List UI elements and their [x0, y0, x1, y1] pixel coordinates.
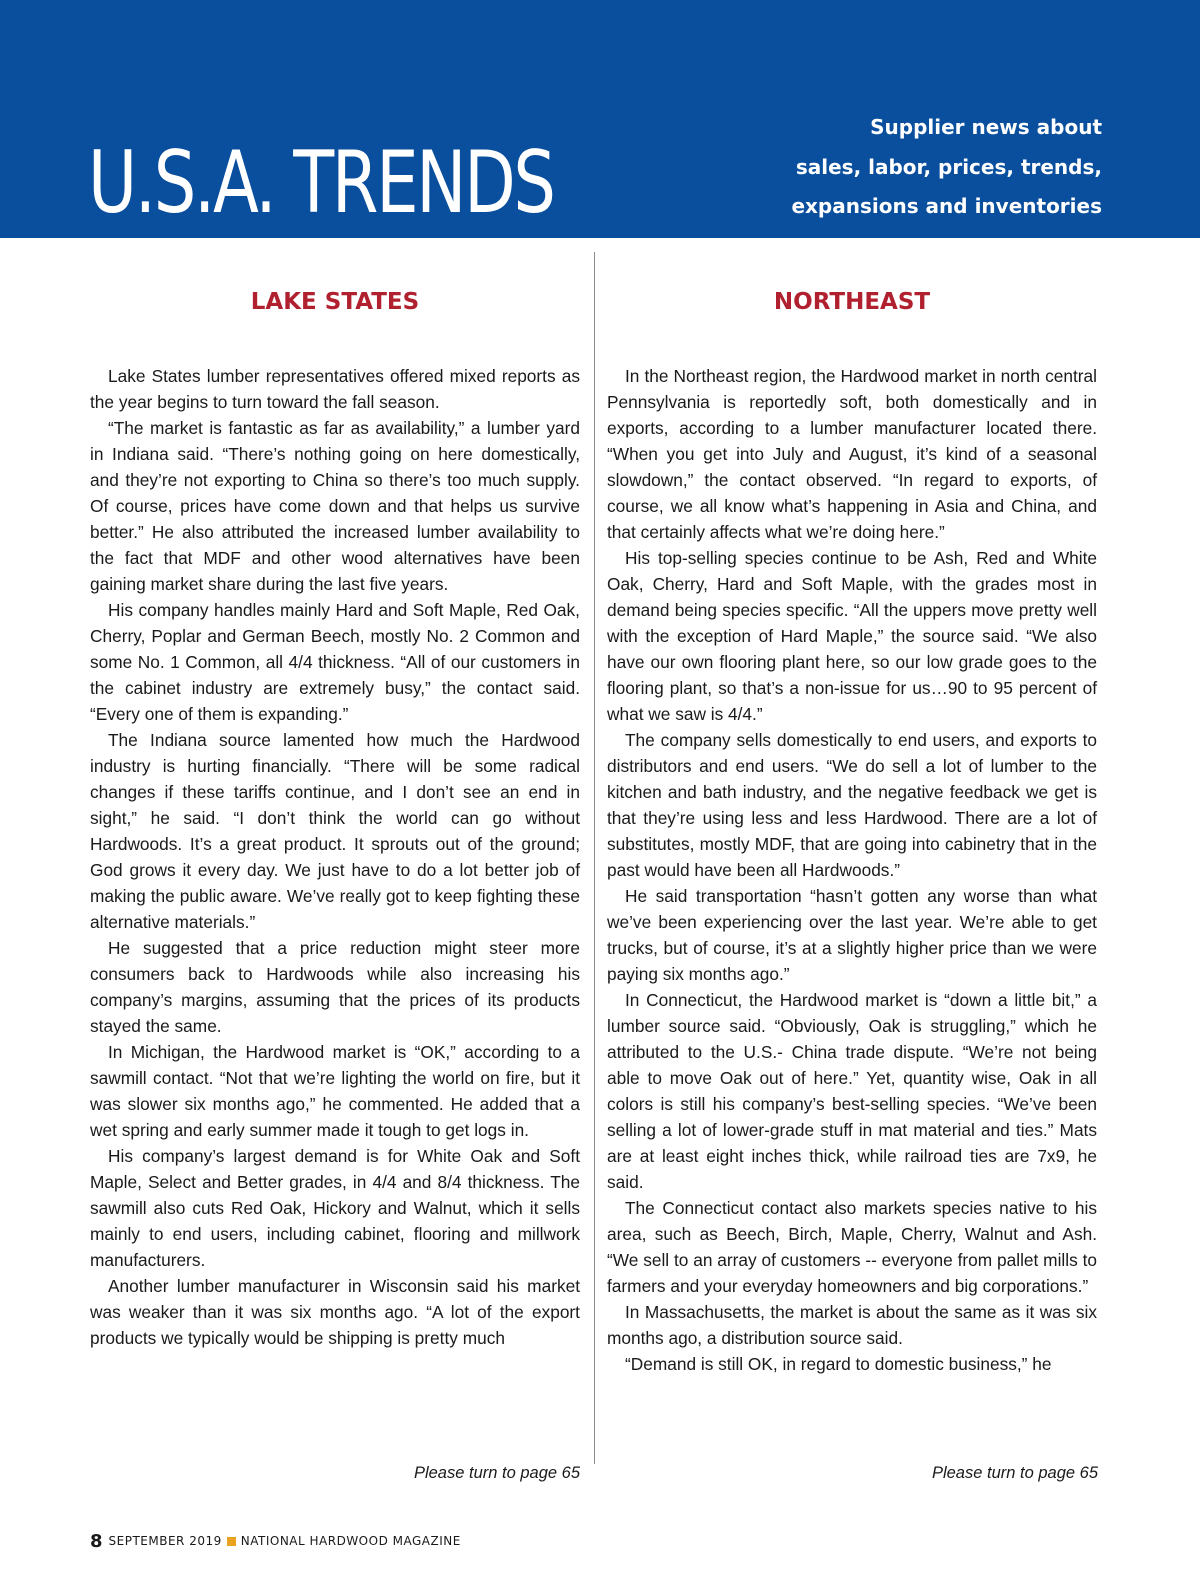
continued-note-lake-states: Please turn to page 65: [413, 1464, 580, 1482]
northeast-column: [607, 288, 1097, 1374]
section-heading-northeast: NORTHEAST: [773, 289, 931, 315]
lake-states-column: [90, 288, 580, 1348]
header-tagline: [682, 108, 1102, 227]
page-number: 8: [90, 1530, 103, 1552]
page-footer: [90, 1530, 461, 1552]
paragraph: In Connecticut, the Hardwood market is “down a little bit,” a lumber source said. “Obviously, Oak is struggling,” which he attributed to the U.S.- China trade dispute. “We’re not being able to move Oak out of here.” Yet, quantity wise, Oak in all colors is still his company’s best-selling species. “We’ve been selling a lot of lower-grade stuff in mat material and ties.” Mats are at least eight inches thick, while railroad ties are 7x9, he said.: [607, 990, 1097, 1192]
issue-date: SEPTEMBER 2019: [108, 1534, 222, 1548]
paragraph: His company handles mainly Hard and Soft Maple, Red Oak, Cherry, Poplar and German Beech, mostly No. 2 Common and some No. 1 Common, all 4/4 thickness. “All of our customers in the cabinet industry are extremely busy,” the contact said. “Every one of them is expanding.”: [90, 600, 580, 724]
paragraph: Another lumber manufacturer in Wisconsin said his market was weaker than it was six months ago. “A lot of the export products we typically would be shipping is pretty much: [90, 1276, 580, 1348]
paragraph: In the Northeast region, the Hardwood market in north central Pennsylvania is reportedly soft, both domestically and in exports, according to a lumber manufacturer located there. “When you get into July and August, it’s kind of a seasonal slowdown,” the contact observed. “In regard to exports, of course, we all know what’s happening in Asia and China, and that certainly affects what we’re doing here.”: [607, 366, 1097, 542]
paragraph: “Demand is still OK, in regard to domestic business,” he: [625, 1354, 1052, 1374]
magazine-name: NATIONAL HARDWOOD MAGAZINE: [240, 1534, 461, 1548]
paragraph: He said transportation “hasn’t gotten any worse than what we’ve been experiencing over the last year. We’re able to get trucks, but of course, it’s at a slightly higher price than we were paying six months ago.”: [607, 886, 1097, 984]
continued-note-northeast: Please turn to page 65: [931, 1464, 1098, 1482]
article-body: [607, 363, 1097, 1377]
paragraph: The company sells domestically to end users, and exports to distributors and end users. “We do sell a lot of lumber to the kitchen and bath industry, and the negative feedback we get is that they’re using less and less Hardwood. There are a lot of substitutes, mostly MDF, that are going into cabinetry that in the past would have been all Hardwoods.”: [607, 730, 1097, 880]
paragraph: The Indiana source lamented how much the Hardwood industry is hurting financially. “There will be some radical changes if these tariffs continue, and I don’t see an end in sight,” he said. “I don’t think the world can go without Hardwoods. It’s a great product. It sprouts out of the ground; God grows it every day. We just have to do a lot better job of making the public aware. We’ve really got to keep fighting these alternative materials.”: [90, 730, 580, 932]
paragraph: In Michigan, the Hardwood market is “OK,” according to a sawmill contact. “Not that we’re lighting the world on fire, but it was slower six months ago,” he commented. He added that a wet spring and early summer made it tough to get logs in.: [90, 1042, 580, 1140]
article-body: [90, 363, 580, 1351]
paragraph: His top-selling species continue to be Ash, Red and White Oak, Cherry, Hard and Soft Maple, with the grades most in demand being species specific. “All the uppers move pretty well with the exception of Hard Maple,” the source said. “We also have our own flooring plant here, so our low grade goes to the flooring plant, so that’s a non-issue for us…90 to 95 percent of what we saw is 4/4.”: [607, 548, 1097, 724]
tagline-line: expansions and inventories: [791, 194, 1102, 218]
paragraph: His company’s largest demand is for White Oak and Soft Maple, Select and Better grades, in 4/4 and 8/4 thickness. The sawmill also cuts Red Oak, Hickory and Walnut, which it sells mainly to end users, including cabinet, flooring and millwork manufacturers.: [90, 1146, 580, 1270]
paragraph: He suggested that a price reduction might steer more consumers back to Hardwoods while also increasing his company’s margins, assuming that the prices of its products stayed the same.: [90, 938, 580, 1036]
paragraph: The Connecticut contact also markets species native to his area, such as Beech, Birch, Maple, Cherry, Walnut and Ash. “We sell to an array of customers -- everyone from pallet mills to farmers and your everyday homeowners and big corporations.”: [607, 1198, 1097, 1296]
column-divider: [594, 252, 595, 1464]
header-banner: [0, 0, 1200, 238]
paragraph: “The market is fantastic as far as availability,” a lumber yard in Indiana said. “There’s nothing going on here domestically, and they’re not exporting to China so there’s too much supply. Of course, prices have come down and that helps us survive better.” He also attributed the increased lumber availability to the fact that MDF and other wood alternatives have been gaining market share during the last five years.: [90, 418, 580, 594]
paragraph: Lake States lumber representatives offered mixed reports as the year begins to turn toward the fall season.: [90, 366, 580, 412]
page-title: U.S.A. TRENDS: [88, 133, 554, 233]
section-heading-lake-states: LAKE STATES: [250, 289, 420, 315]
square-bullet-icon: [227, 1537, 236, 1546]
tagline-line: sales, labor, prices, trends,: [795, 154, 1102, 179]
tagline-line: Supplier news about: [870, 115, 1102, 139]
paragraph: In Massachusetts, the market is about the same as it was six months ago, a distribution source said.: [607, 1302, 1097, 1348]
